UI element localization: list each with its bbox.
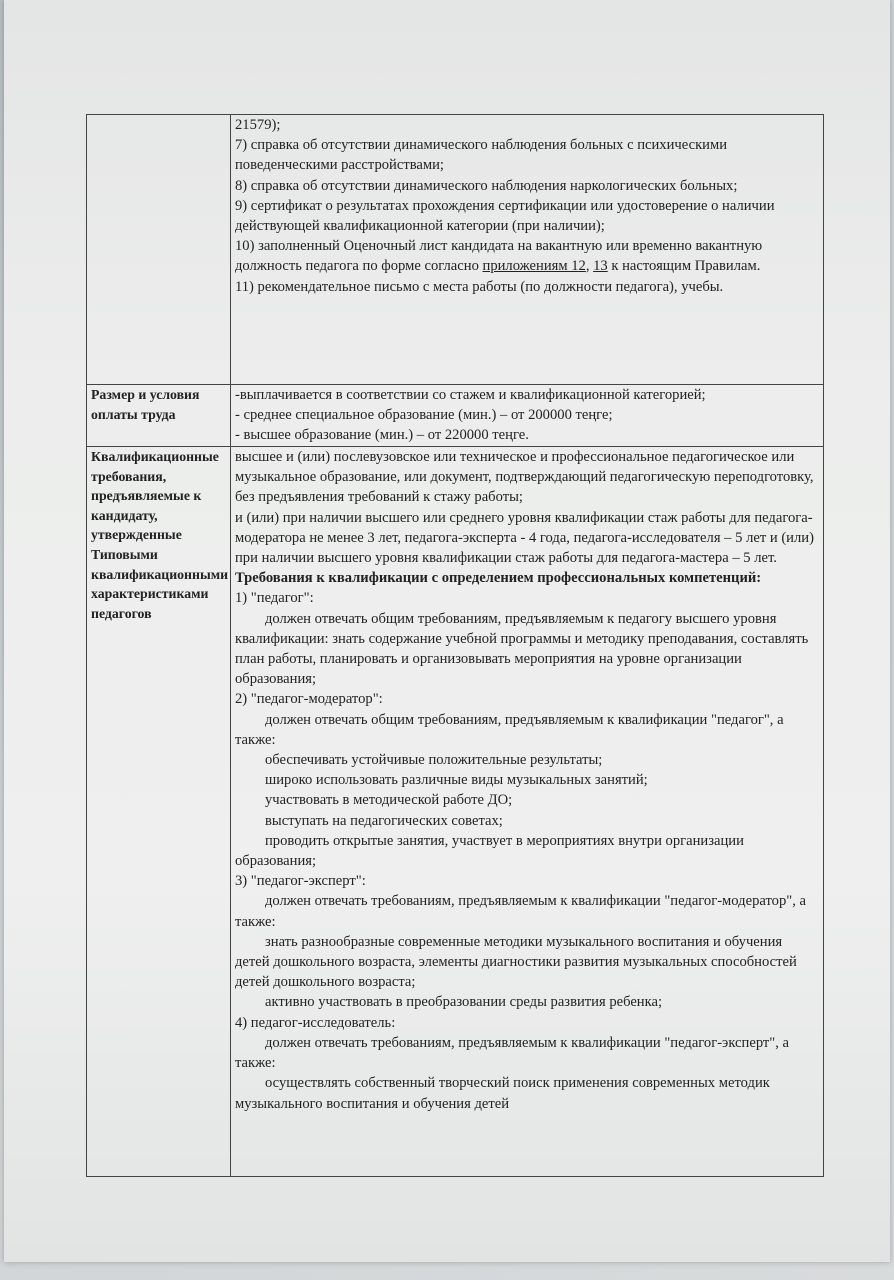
text-fragment: ,	[585, 258, 594, 275]
level-title: 4) педагог-исследователь:	[235, 1014, 396, 1031]
row-content	[231, 385, 824, 447]
list-item: обеспечивать устойчивые положительные результаты;	[265, 752, 603, 769]
table-row	[87, 447, 824, 1177]
document-text: 21579);	[235, 117, 281, 133]
document-text: должен отвечать общим требованиям, предъявляемым к квалификации "педагог", а также:	[235, 711, 784, 748]
level-title: 1) "педагог":	[235, 590, 314, 607]
document-text: высшее и (или) послевузовское или техническое и профессиональное педагогическое или музыкальное образование, или документ, подтверждающий педагогическую переподготовку, без предъявления требований к стажу работы;	[235, 449, 814, 506]
document-text: и (или) при наличии высшего или среднего уровня квалификации стаж работы для педагога-модератора не менее 3 лет, педагога-эксперта - 4 года, педагога-исследователя – 5 лет и (или) при наличии высшего уровня квалификации стаж работы для педагога-мастера – 5 лет.	[235, 509, 814, 567]
list-item: активно участвовать в преобразовании среды развития ребенка;	[265, 994, 663, 1011]
row-content	[231, 447, 824, 1177]
document-text: 11) рекомендательное письмо с места работы (по должности педагога), учебы.	[235, 278, 724, 295]
document-text: - среднее специальное образование (мин.) – от 200000 теңге;	[235, 407, 613, 424]
document-page	[4, 0, 890, 1262]
document-text: - высшее образование (мин.) – от 220000 теңге.	[235, 427, 529, 444]
list-item: широко использовать различные виды музыкальных занятий;	[265, 772, 648, 789]
document-text: должен отвечать общим требованиям, предъявляемым к педагогу высшего уровня квалификации: знать содержание учебной программы и методику преподавания, составлять план работы, планировать и организовывать мероприятия на уровне организации образования;	[235, 610, 809, 688]
document-text: 7) справка об отсутствии динамического наблюдения больных с психическими поведенческими расстройствами;	[235, 137, 728, 174]
row-label	[87, 115, 231, 385]
document-text: должен отвечать требованиям, предъявляемым к квалификации "педагог-эксперт", а также:	[235, 1034, 790, 1072]
list-item: выступать на педагогических советах;	[265, 812, 503, 829]
list-item: знать разнообразные современные методики музыкального воспитания и обучения детей дошкольного возраста, элементы диагностики развития музыкальных способностей детей дошкольного возраста;	[235, 933, 797, 991]
document-text: -выплачивается в соответствии со стажем и квалификационной категорией;	[235, 387, 706, 403]
list-item: осуществлять собственный творческий поиск применения современных методик музыкального воспитания и обучения детей	[235, 1075, 770, 1112]
document-text: 9) сертификат о результатах прохождения сертификации или удостоверение о наличии действующей квалификационной категории (при наличии);	[235, 197, 775, 235]
text-fragment: к настоящим Правилам.	[607, 258, 761, 275]
document-text: 8) справка об отсутствии динамического наблюдения наркологических больных;	[235, 177, 738, 194]
appendix-link-13[interactable]: 13	[593, 258, 608, 275]
row-label: Размер и условия оплаты труда	[87, 385, 231, 447]
requirements-table	[86, 114, 824, 1177]
row-label: Квалификационные требования, предъявляемые к кандидату, утвержденные Типовыми квалификационными характеристиками педагогов	[87, 447, 231, 1177]
level-title: 2) "педагог-модератор":	[235, 691, 383, 708]
table-row	[87, 115, 824, 385]
document-text: должен отвечать требованиям, предъявляемым к квалификации "педагог-модератор", а также:	[235, 893, 806, 930]
table-row	[87, 385, 824, 447]
text-fragment: 10) заполненный Оценочный лист кандидата на вакантную или временно вакантную должность педагога по форме согласно	[235, 238, 763, 275]
row-content	[231, 115, 824, 385]
list-item: участвовать в методической работе ДО;	[265, 792, 513, 809]
level-title: 3) "педагог-эксперт":	[235, 873, 366, 890]
section-heading: Требования к квалификации с определением профессиональных компетенций:	[235, 570, 762, 587]
list-item: проводить открытые занятия, участвует в мероприятиях внутри организации образования;	[235, 832, 744, 870]
document-text	[235, 236, 817, 276]
appendix-link-12[interactable]: приложениям 12	[482, 258, 586, 275]
